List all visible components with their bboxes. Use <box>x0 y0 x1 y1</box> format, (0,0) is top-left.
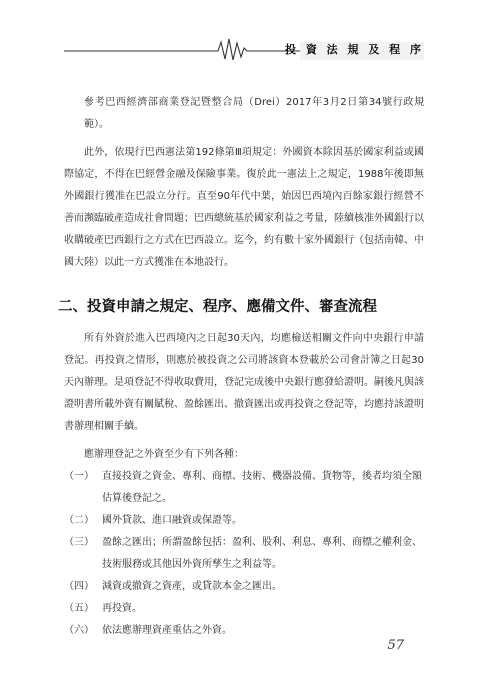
list-item <box>64 598 424 620</box>
page-header <box>0 34 480 64</box>
paragraph-list-intro: 應辦理登記之外資至少有下列各種： <box>84 449 244 460</box>
header-title: 投 資 法 規 及 程 序 <box>285 43 424 56</box>
list-item-text: 直接投資之資金、專利、商標、技術、機器設備、貨物等，後者均須全額估算後登記之。 <box>102 471 422 504</box>
list-item <box>64 466 424 510</box>
list-item-number: （一） <box>64 471 94 482</box>
list-item-number: （三） <box>64 537 94 548</box>
list-item-text: 盈餘之匯出；所謂盈餘包括：盈利、股利、利息、專利、商標之權利金、技術服務或其他因外資所孳生之利益等。 <box>102 537 422 570</box>
list-item-number: （二） <box>64 515 94 526</box>
list-item-text: 再投資。 <box>102 603 142 614</box>
list-item-number: （四） <box>64 581 94 592</box>
list-item-number: （五） <box>64 603 94 614</box>
list-item-number: （六） <box>64 625 94 636</box>
section-heading: 二、投資申請之規定、程序、應備文件、審查流程 <box>58 298 377 315</box>
list-item-text: 減資或撤資之資產，或貸款本金之匯出。 <box>102 581 282 592</box>
foreign-capital-list <box>64 466 424 642</box>
list-item <box>64 510 424 532</box>
list-item <box>64 532 424 576</box>
paragraph-constitution: 此外，依現行巴西憲法第192條第Ⅲ項規定：外國資本除因基於國家利益或國際協定，不得在巴經營金融及保險事業。復於此一憲法上之規定，1988年後即無外國銀行獲准在巴設立分行。直至90年代中葉，始因巴西境內百餘家銀行經營不善而瀕臨破產造成社會問題；巴西總統基於國家利益之考量，陸續核准外國銀行以收購破產巴西銀行之方式在巴西設立。迄今，約有數十家外國銀行（包括南韓、中國大陸）以此一方式獲准在本地設行。 <box>64 147 424 268</box>
page-body <box>58 92 424 642</box>
list-item <box>64 620 424 642</box>
list-item <box>64 576 424 598</box>
paragraph-reference: 參考巴西經濟部商業登記暨整合局（Drei）2017年3月2日第34號行政規範）。 <box>84 97 424 130</box>
list-item-text: 國外貸款、進口融資或保證等。 <box>102 515 242 526</box>
paragraph-registration: 所有外資於進入巴西境內之日起30天內，均應檢送相關文件向中央銀行申請登記。再投資之情形，則應於被投資之公司將該資本登載於公司會計簿之日起30天內辦理。是項登記不得收取費用，登記完成後中央銀行應發給證明。嗣後凡與該證明書所載外資有關賦稅、盈餘匯出、撤資匯出或再投資之登記等，均應持該證明書辦理相關手續。 <box>64 333 424 432</box>
list-item-text: 依法應辦理資產重估之外資。 <box>102 625 232 636</box>
page-number: 57 <box>387 638 404 653</box>
